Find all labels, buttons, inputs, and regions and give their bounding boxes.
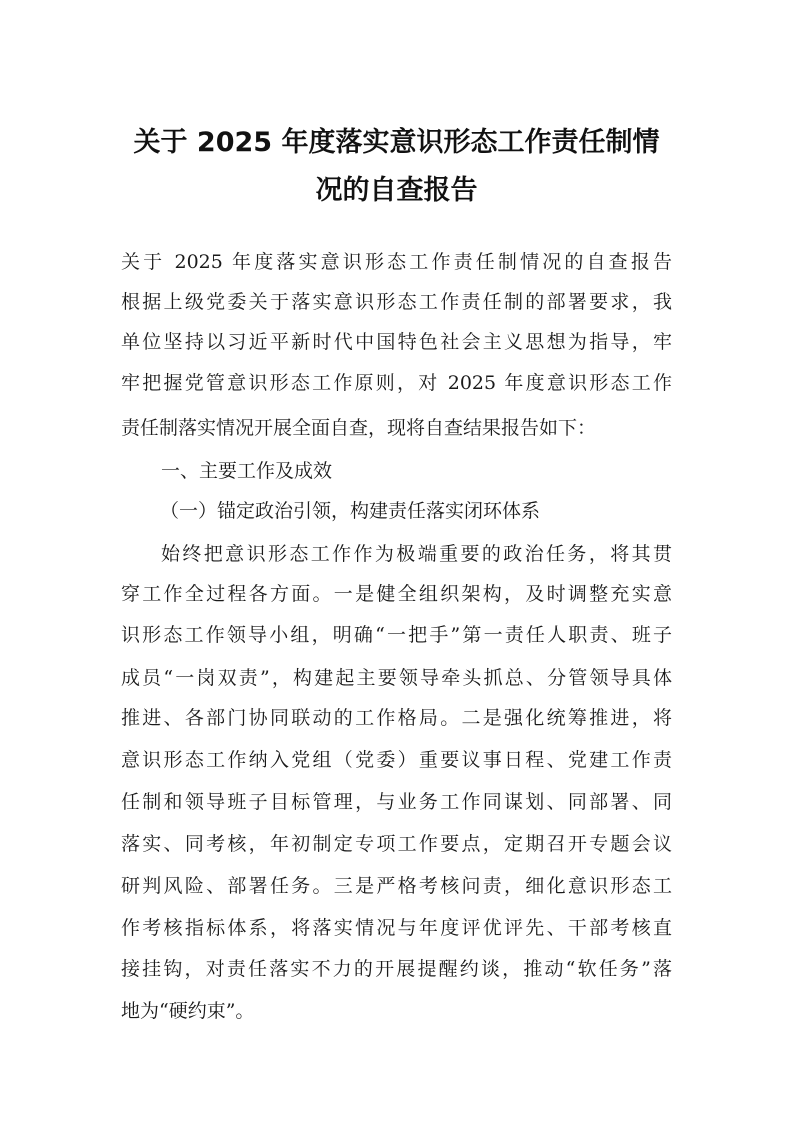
body-line: 接挂钩，对责任落实不力的开展提醒约谈，推动“软任务”落 <box>121 958 672 980</box>
body-line: 意识形态工作纳入党组（党委）重要议事日程、党建工作责 <box>121 749 672 771</box>
body-line: 穿工作全过程各方面。一是健全组织架构，及时调整充实意 <box>121 583 672 605</box>
body-line: 推进、各部门协同联动的工作格局。二是强化统筹推进，将 <box>121 707 672 729</box>
body-line: 成员“一岗双责”，构建起主要领导牵头抓总、分管领导具体 <box>121 667 672 689</box>
body-line: 研判风险、部署任务。三是严格考核问责，细化意识形态工 <box>121 875 672 897</box>
body-line: 任制和领导班子目标管理，与业务工作同谋划、同部署、同 <box>121 791 672 813</box>
intro-line: 单位坚持以习近平新时代中国特色社会主义思想为指导，牢 <box>121 331 672 353</box>
intro-line: 牢把握党管意识形态工作原则，对 2025 年度意识形态工作 <box>121 372 672 394</box>
intro-line: 根据上级党委关于落实意识形态工作责任制的部署要求，我 <box>121 291 672 313</box>
document-title-line-1: 关于 2025 年度落实意识形态工作责任制情 <box>133 127 660 158</box>
body-line: 始终把意识形态工作作为极端重要的政治任务，将其贯 <box>161 543 672 565</box>
body-line: 落实、同考核，年初制定专项工作要点，定期召开专题会议 <box>121 833 672 855</box>
body-line: 识形态工作领导小组，明确“一把手”第一责任人职责、班子 <box>121 624 672 646</box>
body-line: 地为“硬约束”。 <box>121 1000 255 1022</box>
intro-line: 关于 2025 年度落实意识形态工作责任制情况的自查报告 <box>121 251 672 273</box>
document-title-line-2: 况的自查报告 <box>315 175 478 206</box>
subsection-heading: （一）锚定政治引领，构建责任落实闭环体系 <box>160 500 541 522</box>
intro-line: 责任制落实情况开展全面自查，现将自查结果报告如下： <box>121 417 597 439</box>
section-heading: 一、主要工作及成效 <box>161 460 333 482</box>
body-line: 作考核指标体系，将落实情况与年度评优评先、干部考核直 <box>121 917 672 939</box>
